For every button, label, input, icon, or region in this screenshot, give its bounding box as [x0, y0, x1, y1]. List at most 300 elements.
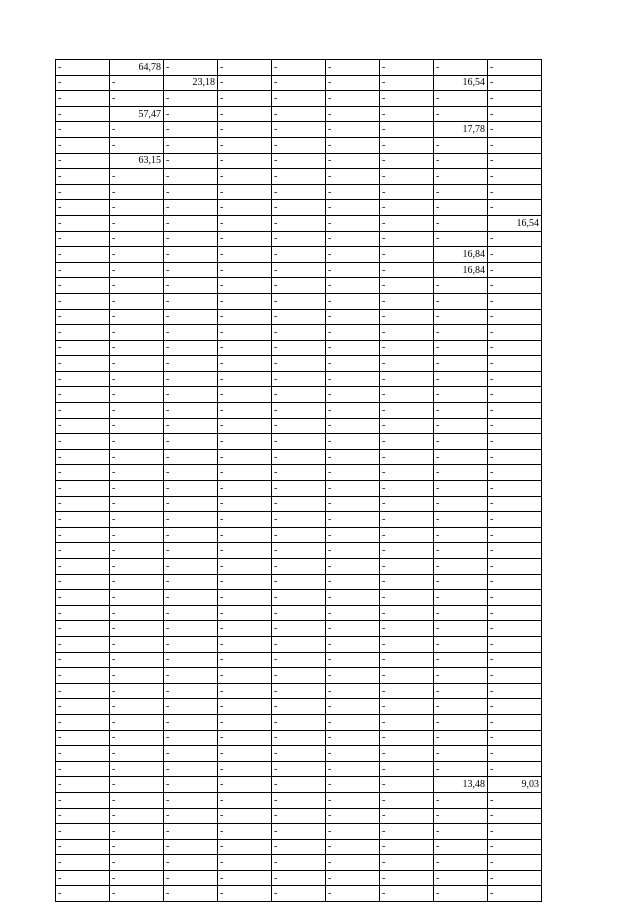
table-cell[interactable]: -	[56, 746, 110, 762]
table-cell[interactable]: -	[164, 169, 218, 185]
table-cell[interactable]: -	[488, 590, 542, 606]
table-cell[interactable]: -	[56, 387, 110, 403]
table-cell[interactable]: -	[434, 855, 488, 871]
table-cell[interactable]: -	[56, 262, 110, 278]
table-cell[interactable]: -	[56, 231, 110, 247]
table-cell[interactable]: -	[218, 683, 272, 699]
table-cell[interactable]: -	[380, 636, 434, 652]
table-cell[interactable]: -	[326, 106, 380, 122]
table-cell[interactable]: -	[110, 215, 164, 231]
table-cell[interactable]: -	[272, 590, 326, 606]
table-cell[interactable]: -	[110, 574, 164, 590]
table-cell[interactable]: -	[380, 481, 434, 497]
table-cell[interactable]: -	[434, 512, 488, 528]
table-cell[interactable]: -	[272, 184, 326, 200]
table-cell[interactable]: -	[272, 169, 326, 185]
table-cell[interactable]: -	[56, 559, 110, 575]
table-cell[interactable]: -	[380, 668, 434, 684]
table-cell[interactable]: -	[434, 496, 488, 512]
table-cell[interactable]: -	[380, 60, 434, 76]
table-cell[interactable]: -	[380, 153, 434, 169]
table-cell[interactable]: -	[164, 122, 218, 138]
table-cell[interactable]: -	[272, 792, 326, 808]
table-cell[interactable]: -	[110, 371, 164, 387]
table-cell[interactable]: -	[110, 824, 164, 840]
table-cell[interactable]: -	[272, 714, 326, 730]
table-cell[interactable]: 23,18	[164, 75, 218, 91]
table-cell[interactable]: -	[434, 699, 488, 715]
table-cell[interactable]: -	[488, 122, 542, 138]
table-cell[interactable]: -	[110, 699, 164, 715]
table-cell[interactable]: -	[110, 169, 164, 185]
table-cell[interactable]: -	[326, 605, 380, 621]
table-cell[interactable]: -	[488, 231, 542, 247]
table-cell[interactable]: -	[488, 839, 542, 855]
table-cell[interactable]: -	[272, 122, 326, 138]
table-cell[interactable]: -	[164, 309, 218, 325]
table-cell[interactable]: -	[380, 792, 434, 808]
table-cell[interactable]: -	[110, 652, 164, 668]
table-cell[interactable]: -	[380, 870, 434, 886]
table-cell[interactable]: -	[164, 371, 218, 387]
table-cell[interactable]: -	[434, 590, 488, 606]
table-cell[interactable]: -	[380, 137, 434, 153]
table-cell[interactable]: -	[326, 262, 380, 278]
table-cell[interactable]: -	[326, 137, 380, 153]
table-cell[interactable]: -	[272, 309, 326, 325]
table-cell[interactable]: -	[272, 652, 326, 668]
table-cell[interactable]: -	[380, 106, 434, 122]
table-cell[interactable]: -	[56, 605, 110, 621]
table-cell[interactable]: -	[110, 200, 164, 216]
table-cell[interactable]: -	[326, 761, 380, 777]
table-cell[interactable]: -	[272, 371, 326, 387]
table-cell[interactable]: -	[326, 668, 380, 684]
table-cell[interactable]: -	[326, 574, 380, 590]
table-cell[interactable]: -	[380, 855, 434, 871]
table-cell[interactable]: -	[434, 481, 488, 497]
table-cell[interactable]: -	[272, 231, 326, 247]
table-cell[interactable]: -	[56, 91, 110, 107]
table-cell[interactable]: -	[434, 153, 488, 169]
table-cell[interactable]: -	[164, 340, 218, 356]
table-cell[interactable]: -	[218, 746, 272, 762]
table-cell[interactable]: -	[326, 855, 380, 871]
table-cell[interactable]: 9,03	[488, 777, 542, 793]
table-cell[interactable]: -	[56, 855, 110, 871]
table-cell[interactable]: -	[56, 106, 110, 122]
table-cell[interactable]: -	[434, 730, 488, 746]
table-cell[interactable]: -	[218, 60, 272, 76]
table-cell[interactable]: -	[272, 668, 326, 684]
table-cell[interactable]: -	[272, 200, 326, 216]
table-cell[interactable]: -	[488, 340, 542, 356]
table-cell[interactable]: 16,84	[434, 262, 488, 278]
table-cell[interactable]: -	[56, 60, 110, 76]
table-cell[interactable]: 57,47	[110, 106, 164, 122]
table-cell[interactable]: -	[164, 200, 218, 216]
table-cell[interactable]: -	[326, 356, 380, 372]
table-cell[interactable]: -	[434, 808, 488, 824]
table-cell[interactable]: -	[434, 886, 488, 902]
table-cell[interactable]: -	[434, 714, 488, 730]
table-cell[interactable]: -	[164, 683, 218, 699]
table-cell[interactable]: -	[56, 839, 110, 855]
table-cell[interactable]: -	[56, 590, 110, 606]
table-cell[interactable]: -	[488, 153, 542, 169]
table-cell[interactable]: -	[218, 668, 272, 684]
table-cell[interactable]: -	[326, 403, 380, 419]
table-cell[interactable]: -	[326, 340, 380, 356]
table-cell[interactable]: -	[164, 403, 218, 419]
table-cell[interactable]: -	[164, 496, 218, 512]
table-cell[interactable]: -	[488, 247, 542, 263]
table-cell[interactable]: 16,54	[434, 75, 488, 91]
table-cell[interactable]: -	[272, 403, 326, 419]
table-cell[interactable]: -	[218, 293, 272, 309]
table-cell[interactable]: -	[488, 106, 542, 122]
table-cell[interactable]: -	[434, 434, 488, 450]
table-cell[interactable]: -	[434, 418, 488, 434]
table-cell[interactable]: -	[56, 325, 110, 341]
table-cell[interactable]: -	[164, 449, 218, 465]
table-cell[interactable]: -	[326, 496, 380, 512]
table-cell[interactable]: -	[218, 730, 272, 746]
table-cell[interactable]: -	[380, 387, 434, 403]
table-cell[interactable]: -	[56, 169, 110, 185]
table-cell[interactable]: -	[110, 247, 164, 263]
table-cell[interactable]: -	[218, 340, 272, 356]
table-cell[interactable]: -	[164, 886, 218, 902]
table-cell[interactable]: -	[272, 605, 326, 621]
table-cell[interactable]: -	[164, 356, 218, 372]
table-cell[interactable]: -	[272, 137, 326, 153]
table-cell[interactable]: -	[380, 652, 434, 668]
table-cell[interactable]: -	[380, 621, 434, 637]
table-cell[interactable]: -	[380, 293, 434, 309]
table-cell[interactable]: -	[110, 527, 164, 543]
table-cell[interactable]: -	[326, 200, 380, 216]
table-cell[interactable]: -	[56, 293, 110, 309]
table-cell[interactable]: -	[488, 262, 542, 278]
table-cell[interactable]: -	[110, 636, 164, 652]
table-cell[interactable]: -	[272, 481, 326, 497]
table-cell[interactable]: -	[488, 699, 542, 715]
table-cell[interactable]: -	[326, 215, 380, 231]
table-cell[interactable]: -	[56, 340, 110, 356]
table-cell[interactable]: -	[434, 231, 488, 247]
table-cell[interactable]: -	[488, 496, 542, 512]
table-cell[interactable]: -	[218, 824, 272, 840]
table-cell[interactable]: -	[56, 683, 110, 699]
table-cell[interactable]: -	[218, 481, 272, 497]
table-cell[interactable]: -	[56, 371, 110, 387]
table-cell[interactable]: -	[272, 465, 326, 481]
table-cell[interactable]: -	[434, 449, 488, 465]
table-cell[interactable]: -	[488, 886, 542, 902]
table-cell[interactable]: -	[434, 371, 488, 387]
table-cell[interactable]: -	[164, 699, 218, 715]
table-cell[interactable]: -	[164, 870, 218, 886]
table-cell[interactable]: -	[164, 824, 218, 840]
table-cell[interactable]: -	[272, 870, 326, 886]
table-cell[interactable]: -	[56, 356, 110, 372]
table-cell[interactable]: -	[272, 543, 326, 559]
table-cell[interactable]: -	[56, 215, 110, 231]
table-cell[interactable]: -	[380, 434, 434, 450]
table-cell[interactable]: -	[380, 418, 434, 434]
table-cell[interactable]: -	[434, 325, 488, 341]
table-cell[interactable]: -	[164, 91, 218, 107]
table-cell[interactable]: -	[110, 418, 164, 434]
table-cell[interactable]: -	[110, 808, 164, 824]
table-cell[interactable]: -	[164, 481, 218, 497]
table-cell[interactable]: -	[488, 481, 542, 497]
table-cell[interactable]: -	[380, 325, 434, 341]
table-cell[interactable]: -	[380, 886, 434, 902]
table-cell[interactable]: -	[326, 371, 380, 387]
table-cell[interactable]: -	[272, 683, 326, 699]
table-cell[interactable]: -	[488, 574, 542, 590]
table-cell[interactable]: -	[56, 434, 110, 450]
table-cell[interactable]: -	[110, 262, 164, 278]
table-cell[interactable]: -	[380, 683, 434, 699]
table-cell[interactable]: -	[218, 559, 272, 575]
table-cell[interactable]: -	[488, 855, 542, 871]
table-cell[interactable]: -	[380, 746, 434, 762]
table-cell[interactable]: -	[164, 590, 218, 606]
table-cell[interactable]: -	[164, 512, 218, 528]
table-cell[interactable]: -	[110, 512, 164, 528]
table-cell[interactable]: -	[434, 387, 488, 403]
table-cell[interactable]: -	[326, 621, 380, 637]
table-cell[interactable]: -	[326, 247, 380, 263]
table-cell[interactable]: -	[272, 496, 326, 512]
table-cell[interactable]: -	[218, 215, 272, 231]
table-cell[interactable]: -	[380, 184, 434, 200]
table-cell[interactable]: -	[110, 278, 164, 294]
table-cell[interactable]: 17,78	[434, 122, 488, 138]
table-cell[interactable]: -	[110, 730, 164, 746]
table-cell[interactable]: -	[488, 636, 542, 652]
table-cell[interactable]: -	[326, 714, 380, 730]
table-cell[interactable]: -	[272, 449, 326, 465]
table-cell[interactable]: -	[488, 278, 542, 294]
table-cell[interactable]: -	[434, 169, 488, 185]
table-cell[interactable]: -	[164, 777, 218, 793]
table-cell[interactable]: -	[56, 636, 110, 652]
table-cell[interactable]: -	[434, 356, 488, 372]
table-cell[interactable]: -	[56, 543, 110, 559]
table-cell[interactable]: -	[272, 247, 326, 263]
table-cell[interactable]: -	[110, 886, 164, 902]
table-cell[interactable]: -	[218, 387, 272, 403]
table-cell[interactable]: -	[56, 153, 110, 169]
table-cell[interactable]: -	[326, 886, 380, 902]
table-cell[interactable]: -	[380, 231, 434, 247]
table-cell[interactable]: -	[218, 636, 272, 652]
table-cell[interactable]: -	[326, 652, 380, 668]
table-cell[interactable]: -	[434, 309, 488, 325]
table-cell[interactable]: -	[488, 808, 542, 824]
table-cell[interactable]: -	[380, 91, 434, 107]
table-cell[interactable]: -	[164, 668, 218, 684]
table-cell[interactable]: -	[488, 325, 542, 341]
table-cell[interactable]: -	[56, 465, 110, 481]
table-cell[interactable]: 13,48	[434, 777, 488, 793]
table-cell[interactable]: -	[56, 200, 110, 216]
table-cell[interactable]: -	[218, 777, 272, 793]
table-cell[interactable]: -	[380, 262, 434, 278]
table-cell[interactable]: -	[218, 543, 272, 559]
table-cell[interactable]: -	[434, 184, 488, 200]
table-cell[interactable]: -	[326, 449, 380, 465]
table-cell[interactable]: -	[434, 792, 488, 808]
table-cell[interactable]: -	[326, 683, 380, 699]
table-cell[interactable]: -	[218, 652, 272, 668]
table-cell[interactable]: -	[380, 543, 434, 559]
table-cell[interactable]: -	[326, 527, 380, 543]
table-cell[interactable]: -	[56, 714, 110, 730]
table-cell[interactable]: -	[56, 761, 110, 777]
table-cell[interactable]: -	[218, 605, 272, 621]
table-cell[interactable]: -	[434, 746, 488, 762]
table-cell[interactable]: -	[218, 371, 272, 387]
table-cell[interactable]: -	[326, 434, 380, 450]
table-cell[interactable]: -	[110, 683, 164, 699]
table-cell[interactable]: -	[110, 668, 164, 684]
table-cell[interactable]: -	[488, 434, 542, 450]
table-cell[interactable]: -	[488, 559, 542, 575]
table-cell[interactable]: -	[380, 200, 434, 216]
table-cell[interactable]: -	[56, 808, 110, 824]
table-cell[interactable]: -	[218, 231, 272, 247]
table-cell[interactable]: -	[56, 527, 110, 543]
table-cell[interactable]: -	[218, 590, 272, 606]
table-cell[interactable]: -	[272, 278, 326, 294]
table-cell[interactable]: -	[272, 153, 326, 169]
table-cell[interactable]: -	[56, 730, 110, 746]
table-cell[interactable]: -	[110, 465, 164, 481]
table-cell[interactable]: -	[326, 777, 380, 793]
table-cell[interactable]: -	[488, 730, 542, 746]
table-cell[interactable]: -	[434, 574, 488, 590]
table-cell[interactable]: -	[164, 527, 218, 543]
table-cell[interactable]: -	[272, 855, 326, 871]
table-cell[interactable]: -	[164, 184, 218, 200]
table-cell[interactable]: -	[218, 169, 272, 185]
table-cell[interactable]: -	[326, 184, 380, 200]
table-cell[interactable]: -	[56, 137, 110, 153]
table-cell[interactable]: -	[488, 137, 542, 153]
table-cell[interactable]: -	[218, 465, 272, 481]
table-cell[interactable]: -	[218, 75, 272, 91]
table-cell[interactable]: -	[488, 761, 542, 777]
table-cell[interactable]: -	[164, 106, 218, 122]
table-cell[interactable]: -	[380, 808, 434, 824]
table-cell[interactable]: -	[272, 621, 326, 637]
table-cell[interactable]: -	[488, 169, 542, 185]
table-cell[interactable]: -	[434, 824, 488, 840]
table-cell[interactable]: -	[434, 200, 488, 216]
table-cell[interactable]: -	[164, 652, 218, 668]
table-cell[interactable]: -	[110, 137, 164, 153]
table-cell[interactable]: -	[218, 808, 272, 824]
table-cell[interactable]: -	[380, 215, 434, 231]
table-cell[interactable]: -	[164, 855, 218, 871]
table-cell[interactable]: -	[380, 714, 434, 730]
table-cell[interactable]: -	[218, 247, 272, 263]
table-cell[interactable]: -	[434, 683, 488, 699]
table-cell[interactable]: -	[272, 886, 326, 902]
table-cell[interactable]: -	[164, 574, 218, 590]
table-cell[interactable]: -	[488, 746, 542, 762]
table-cell[interactable]: -	[434, 652, 488, 668]
table-cell[interactable]: -	[380, 247, 434, 263]
table-cell[interactable]: -	[434, 215, 488, 231]
table-cell[interactable]: -	[488, 293, 542, 309]
table-cell[interactable]: -	[272, 777, 326, 793]
table-cell[interactable]: -	[488, 465, 542, 481]
table-cell[interactable]: -	[218, 761, 272, 777]
table-cell[interactable]: -	[56, 184, 110, 200]
table-cell[interactable]: -	[110, 481, 164, 497]
table-cell[interactable]: -	[272, 746, 326, 762]
table-cell[interactable]: -	[380, 574, 434, 590]
table-cell[interactable]: -	[164, 730, 218, 746]
table-cell[interactable]: -	[380, 527, 434, 543]
table-cell[interactable]: -	[272, 559, 326, 575]
table-cell[interactable]: -	[56, 496, 110, 512]
table-cell[interactable]: -	[56, 699, 110, 715]
table-cell[interactable]: -	[488, 403, 542, 419]
table-cell[interactable]: -	[56, 512, 110, 528]
table-cell[interactable]: -	[110, 590, 164, 606]
table-cell[interactable]: -	[110, 91, 164, 107]
table-cell[interactable]: -	[434, 293, 488, 309]
table-cell[interactable]: -	[164, 465, 218, 481]
table-cell[interactable]: -	[56, 449, 110, 465]
table-cell[interactable]: -	[164, 60, 218, 76]
table-cell[interactable]: -	[56, 122, 110, 138]
table-cell[interactable]: -	[56, 309, 110, 325]
table-cell[interactable]: -	[110, 231, 164, 247]
table-cell[interactable]: -	[380, 496, 434, 512]
table-cell[interactable]: -	[326, 278, 380, 294]
table-cell[interactable]: -	[56, 792, 110, 808]
table-cell[interactable]: -	[326, 75, 380, 91]
table-cell[interactable]: -	[272, 636, 326, 652]
table-cell[interactable]: -	[380, 590, 434, 606]
table-cell[interactable]: -	[272, 730, 326, 746]
table-cell[interactable]: -	[56, 418, 110, 434]
table-cell[interactable]: -	[272, 340, 326, 356]
table-cell[interactable]: -	[326, 590, 380, 606]
table-cell[interactable]: -	[380, 730, 434, 746]
table-cell[interactable]: -	[56, 824, 110, 840]
table-cell[interactable]: -	[326, 231, 380, 247]
table-cell[interactable]: -	[218, 309, 272, 325]
table-cell[interactable]: 16,84	[434, 247, 488, 263]
table-cell[interactable]: -	[110, 434, 164, 450]
table-cell[interactable]: -	[56, 278, 110, 294]
table-cell[interactable]: -	[110, 403, 164, 419]
table-cell[interactable]: -	[218, 137, 272, 153]
table-cell[interactable]: -	[488, 870, 542, 886]
table-cell[interactable]: -	[56, 870, 110, 886]
table-cell[interactable]: -	[218, 325, 272, 341]
table-cell[interactable]: -	[380, 356, 434, 372]
